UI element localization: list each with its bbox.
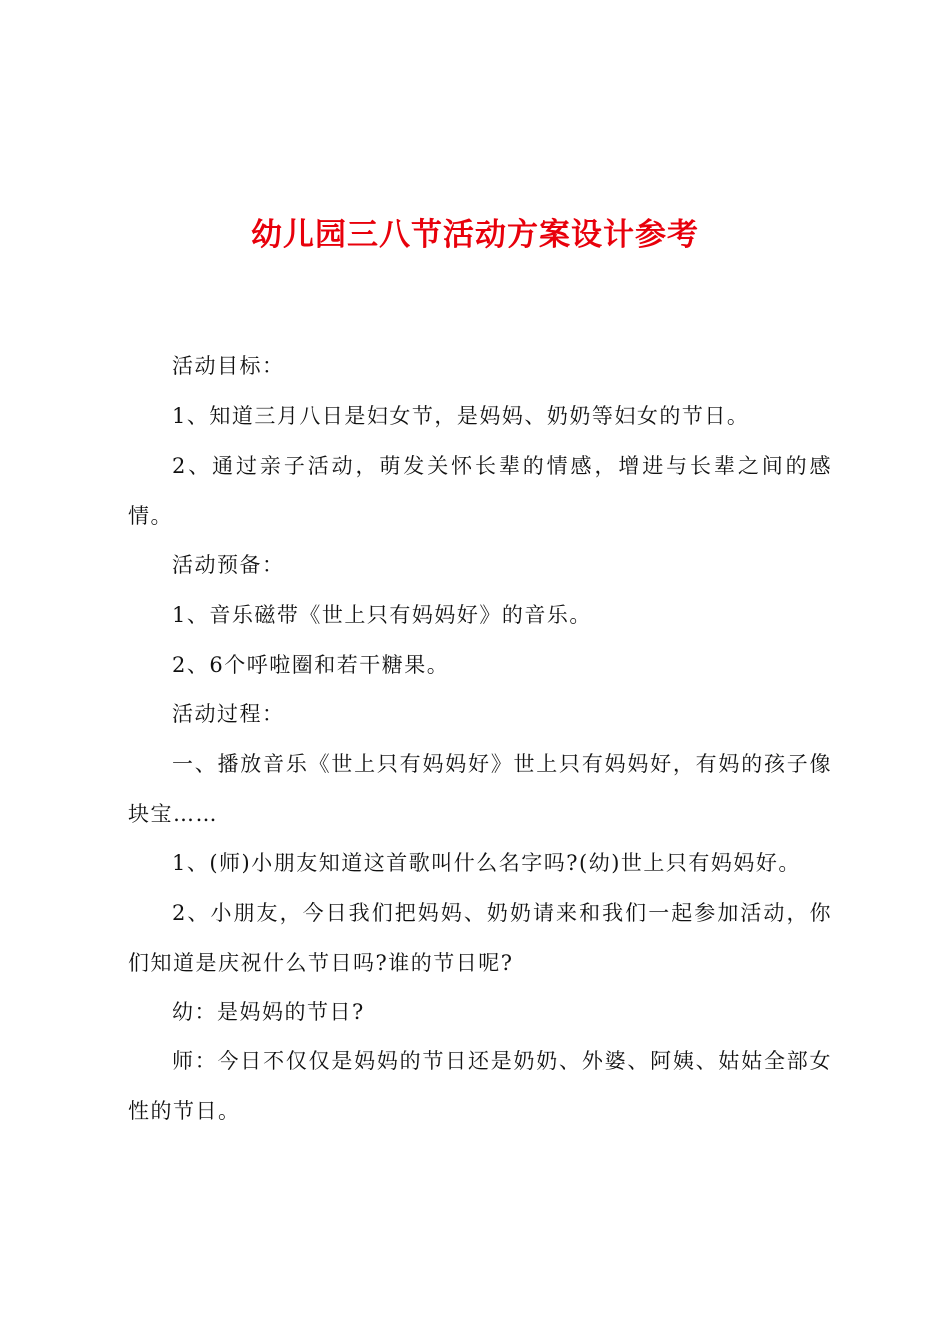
paragraph-preparation-heading: 活动预备： bbox=[172, 553, 285, 577]
document-title: 幼儿园三八节活动方案设计参考 bbox=[251, 217, 699, 253]
paragraph-process-question-1: 1、(师)小朋友知道这首歌叫什么名字吗?(幼)世上只有妈妈好。 bbox=[172, 851, 801, 875]
paragraph-child-answer: 幼：是妈妈的节日? bbox=[172, 1000, 365, 1024]
paragraph-goals-heading: 活动目标： bbox=[172, 354, 285, 378]
paragraph-process-question-2: 2、小朋友，今日我们把妈妈、奶奶请来和我们一起参加活动，你们知道是庆祝什么节日吗?谁的节日呢? bbox=[128, 901, 832, 975]
paragraph-preparation-1: 1、音乐磁带《世上只有妈妈好》的音乐。 bbox=[172, 603, 592, 627]
paragraph-process-step-1: 一、播放音乐《世上只有妈妈好》世上只有妈妈好，有妈的孩子像块宝…… bbox=[128, 752, 832, 826]
paragraph-goal-1: 1、知道三月八日是妇女节，是妈妈、奶奶等妇女的节日。 bbox=[172, 404, 750, 428]
paragraph-goal-2: 2、通过亲子活动，萌发关怀长辈的情感，增进与长辈之间的感情。 bbox=[128, 454, 832, 528]
paragraph-teacher-answer: 师：今日不仅仅是妈妈的节日还是奶奶、外婆、阿姨、姑姑全部女性的节日。 bbox=[128, 1049, 832, 1123]
paragraph-preparation-2: 2、6个呼啦圈和若干糖果。 bbox=[172, 653, 450, 677]
paragraph-process-heading: 活动过程： bbox=[172, 702, 285, 726]
